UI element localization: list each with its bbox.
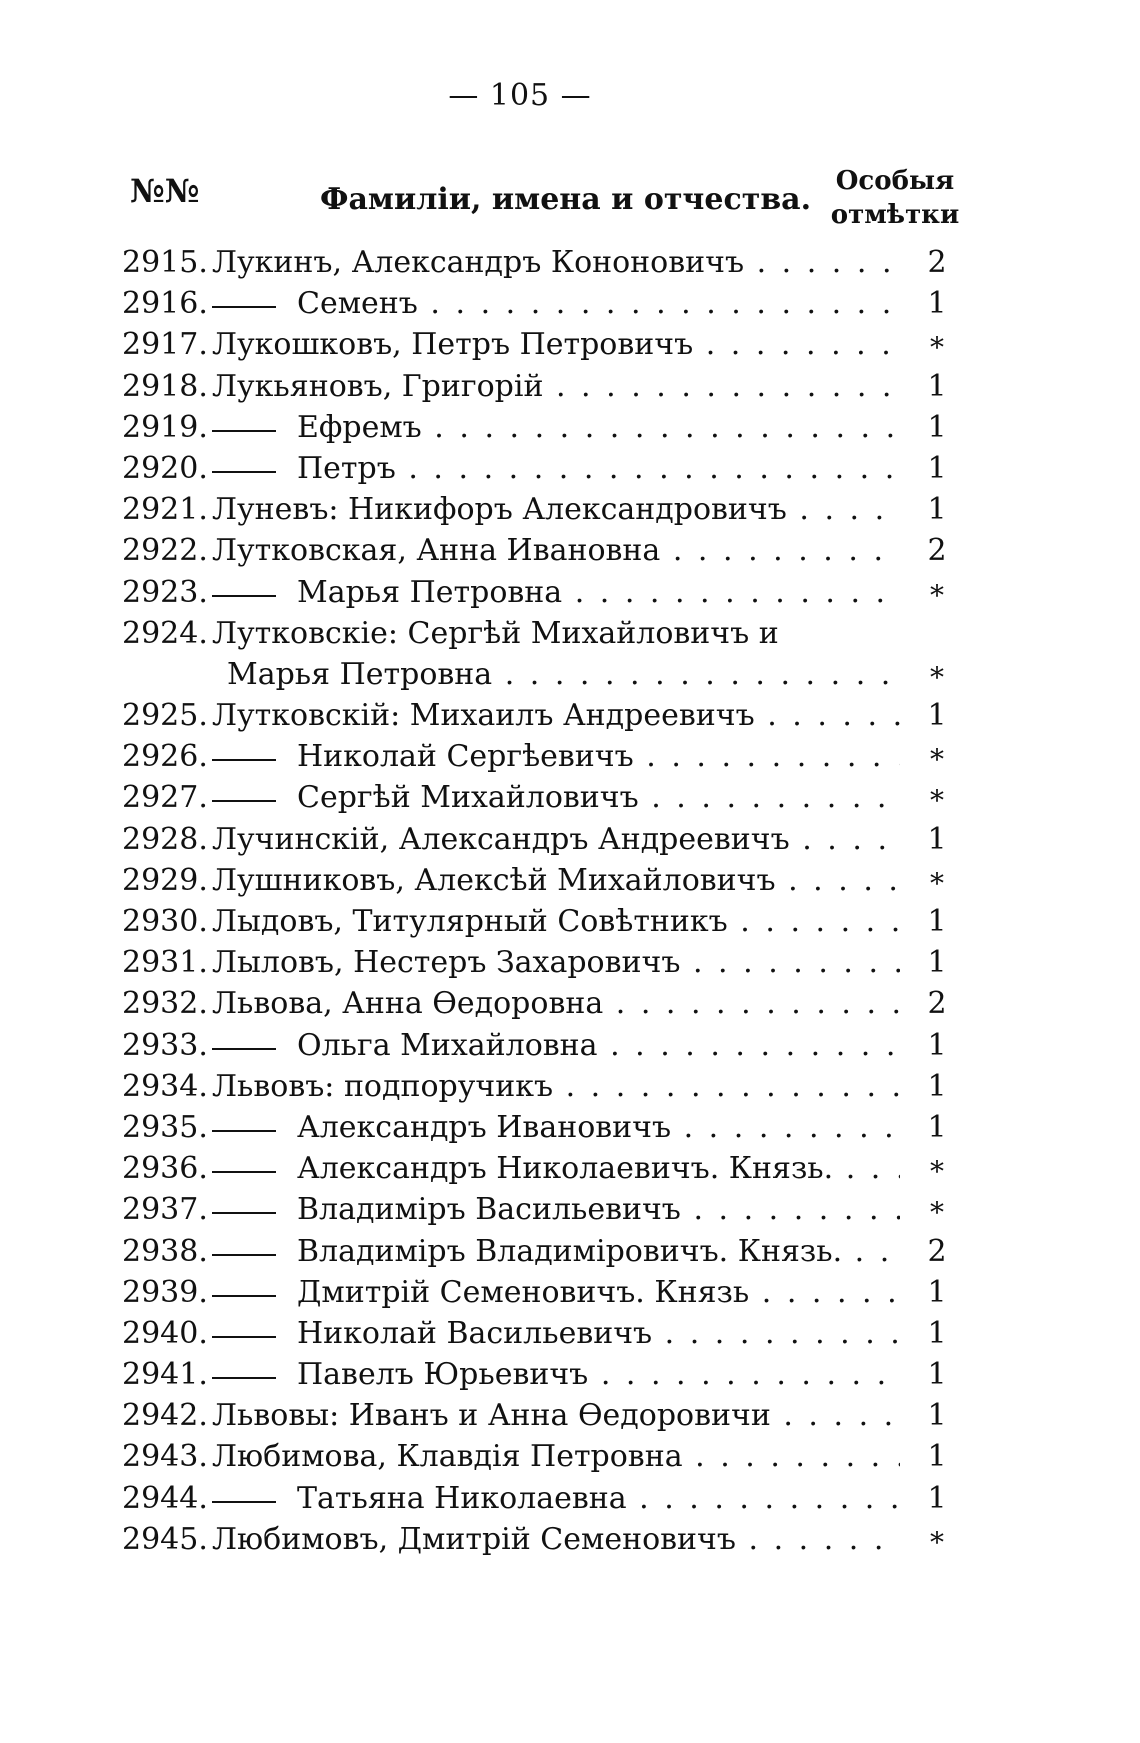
entry-name: Лукинъ, Александръ Кононовичъ . . . [212,245,900,280]
entry-number: 2916. [122,286,208,322]
entry-name: Николай Сергѣевичъ . . . [297,739,900,774]
entry-number: 2919. [122,409,208,445]
entry-mark: 1 [927,1315,947,1351]
entry-number: 2939. [122,1274,208,1310]
entry-name: Марья Петровна . . . [297,575,900,610]
entry-mark: 2 [927,245,947,280]
entry-number: 2932. [122,986,208,1022]
ditto-dash [212,1130,276,1132]
entry-mark: * [930,743,944,777]
list-item [0,1479,1140,1520]
entry-mark: 1 [927,1439,947,1475]
entry-name: Лутковская, Анна Ивановна . . . [212,533,900,568]
list-item [0,820,1140,861]
list-item [0,1396,1140,1437]
entry-mark: 1 [927,698,947,734]
ditto-dash [212,1295,276,1297]
list-item [0,1190,1140,1231]
ditto-dash [212,306,276,308]
entry-name: Семенъ . . . [297,286,900,321]
entry-name: Александръ Ивановичъ . . . [297,1110,900,1145]
entry-name: Александръ Николаевичъ. Князь. . . . [297,1151,900,1186]
entry-number: 2927. [122,780,208,816]
entry-number: 2923. [122,574,208,610]
ditto-dash [212,1048,276,1050]
entry-name: Любимова, Клавдія Петровна . . . [212,1439,900,1474]
list-item [0,902,1140,943]
entry-number: 2917. [122,327,208,363]
entry-name: Лучинскій, Александръ Андреевичъ . . . [212,822,900,857]
entry-name: Львовы: Иванъ и Анна Өедоровичи . . . [212,1398,900,1433]
list-item [0,614,1140,655]
entry-number: 2936. [122,1151,208,1187]
entry-mark: * [930,1196,944,1230]
entry-number: 2929. [122,862,208,898]
list-item [0,490,1140,531]
entry-mark: 1 [927,492,947,528]
entry-mark: 2 [927,986,947,1022]
entry-number: 2918. [122,368,208,404]
ditto-dash [212,1501,276,1503]
entry-number: 2920. [122,450,208,486]
entry-mark: 1 [927,1398,947,1434]
entry-number: 2942. [122,1398,208,1434]
entry-mark: 1 [927,1109,947,1145]
list-item [0,449,1140,490]
entry-name: Луневъ: Никифоръ Александровичъ . . . [212,492,900,527]
entry-mark: * [930,578,944,612]
list-item [0,573,1140,614]
page-number: — 105 — [448,78,592,113]
entry-mark: 1 [927,904,947,939]
list-item [0,1108,1140,1149]
table-header [0,160,1140,240]
entry-mark: 1 [927,368,947,404]
names-column-header: Фамиліи, имена и отчества. [320,182,812,217]
entry-number: 2940. [122,1315,208,1351]
entry-mark: * [930,866,944,900]
entry-name: Петръ . . . [297,451,900,486]
entry-mark: * [930,1525,944,1559]
ditto-dash [212,1336,276,1338]
entry-name: Львовъ: подпоручикъ . . . [212,1069,900,1104]
entry-number: 2944. [122,1480,208,1516]
list-item [0,1520,1140,1561]
list-item [0,284,1140,325]
entry-number: 2938. [122,1233,208,1269]
ditto-dash [212,800,276,802]
list-item [0,778,1140,819]
entry-name: Лутковскіе: Сергѣй Михайловичъ и [212,615,779,651]
list-item [0,1026,1140,1067]
entry-name: Ефремъ . . . [297,410,900,445]
entry-mark: * [930,784,944,818]
list-item [0,984,1140,1025]
entry-number: 2941. [122,1357,208,1393]
entry-mark: 1 [927,1027,947,1063]
entry-name: Ольга Михайловна . . . [297,1028,900,1063]
entry-name: Лукошковъ, Петръ Петровичъ . . . [212,327,900,362]
entry-name: Николай Васильевичъ . . . [297,1316,900,1351]
entry-number: 2943. [122,1439,208,1475]
entry-name: Татьяна Николаевна . . . [297,1481,900,1516]
entry-name: Владиміръ Владиміровичъ. Князь. . . . [297,1234,900,1269]
entry-number: 2945. [122,1521,208,1557]
list-item [0,1149,1140,1190]
entry-number: 2915. [122,245,208,280]
ditto-dash [212,471,276,473]
entry-name: Владиміръ Васильевичъ . . . [297,1192,900,1227]
ditto-dash [212,759,276,761]
entry-mark: 1 [927,409,947,445]
entry-name: Любимовъ, Дмитрій Семеновичъ . . . [212,1522,900,1557]
list-item [0,737,1140,778]
entry-number: 2934. [122,1068,208,1104]
entry-name: Марья Петровна . . . [227,657,900,692]
entry-name: Дмитрій Семеновичъ. Князь . . . [297,1275,900,1310]
entry-number: 2931. [122,945,208,981]
ditto-dash [212,1254,276,1256]
entry-mark: 1 [927,450,947,486]
entry-mark: * [930,1155,944,1189]
entry-number: 2924. [122,615,208,651]
entry-mark: 1 [927,1480,947,1516]
entry-name: Лыловъ, Нестеръ Захаровичъ . . . [212,945,900,980]
list-item [0,1437,1140,1478]
number-column-header: №№ [130,172,200,210]
list-item [0,243,1140,284]
entry-name: Павелъ Юрьевичъ . . . [297,1357,900,1392]
list-item [0,531,1140,572]
entry-list [0,243,1140,1561]
entry-name: Лутковскій: Михаилъ Андреевичъ . . . [212,698,900,733]
ditto-dash [212,1377,276,1379]
list-item [0,655,1140,696]
entry-number: 2926. [122,739,208,775]
entry-number: 2935. [122,1109,208,1145]
entry-number: 2928. [122,821,208,857]
list-item [0,1232,1140,1273]
list-item [0,943,1140,984]
ditto-dash [212,1171,276,1173]
entry-mark: 2 [927,533,947,569]
entry-number: 2921. [122,492,208,528]
entry-mark: 1 [927,821,947,857]
notes-column-header: Особыя отмѣтки [830,166,960,230]
entry-mark: 1 [927,1274,947,1310]
list-item [0,861,1140,902]
entry-mark: 1 [927,1068,947,1104]
entry-number: 2933. [122,1027,208,1063]
entry-mark: * [930,331,944,365]
entry-name: Сергѣй Михайловичъ . . . [297,780,900,815]
list-item [0,1273,1140,1314]
entry-name: Лукьяновъ, Григорій . . . [212,369,900,404]
list-item [0,408,1140,449]
entry-number: 2925. [122,698,208,734]
list-item [0,1314,1140,1355]
entry-number: 2937. [122,1192,208,1228]
entry-mark: 1 [927,945,947,981]
entry-mark: * [930,660,944,694]
list-item [0,325,1140,366]
entry-name: Львова, Анна Өедоровна . . . [212,986,900,1021]
ditto-dash [212,595,276,597]
entry-mark: 1 [927,286,947,322]
entry-name: Лушниковъ, Алексѣй Михайловичъ . . . [212,863,900,898]
ditto-dash [212,430,276,432]
entry-name: Лыдовъ, Титулярный Совѣтникъ . . . [212,904,900,939]
entry-number: 2930. [122,904,208,939]
list-item [0,367,1140,408]
entry-number: 2922. [122,533,208,569]
list-item [0,1355,1140,1396]
list-item [0,696,1140,737]
entry-mark: 1 [927,1357,947,1393]
list-item [0,1067,1140,1108]
ditto-dash [212,1212,276,1214]
entry-mark: 2 [927,1233,947,1269]
